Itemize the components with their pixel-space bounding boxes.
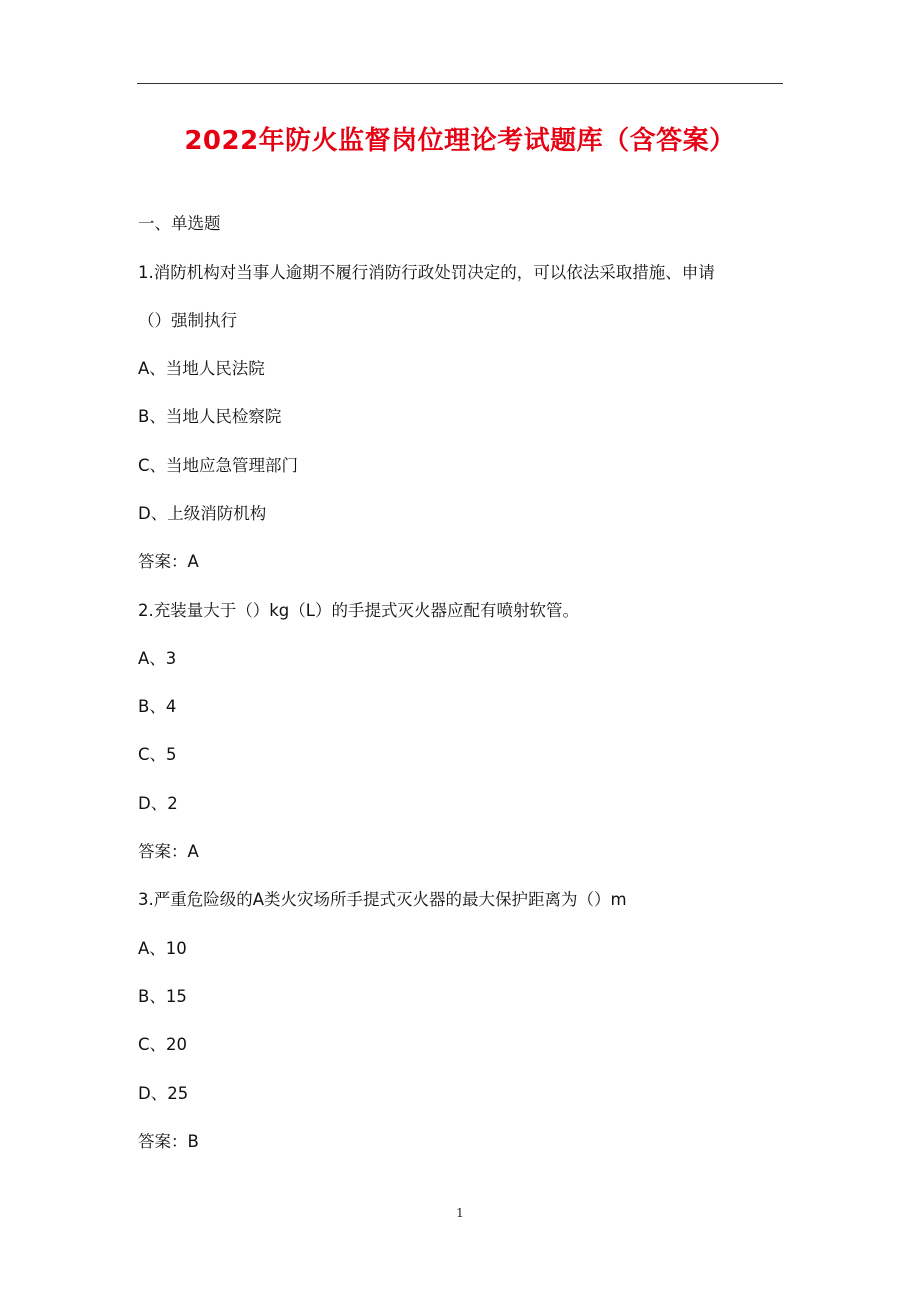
question-1-option-c: C、当地应急管理部门 xyxy=(138,455,299,475)
page-number: 1 xyxy=(456,1206,464,1220)
question-3-stem: 3.严重危险级的A类火灾场所手提式灭火器的最大保护距离为（）m xyxy=(138,890,627,910)
question-2 xyxy=(138,594,788,884)
question-3 xyxy=(138,883,788,1173)
question-2-stem: 2.充装量大于（）kg（L）的手提式灭火器应配有喷射软管。 xyxy=(138,600,579,620)
question-1 xyxy=(138,256,788,594)
question-3-answer: 答案：B xyxy=(138,1131,199,1151)
question-3-option-a: A、10 xyxy=(138,938,187,958)
question-1-option-a: A、当地人民法院 xyxy=(138,359,265,379)
question-2-option-d: D、2 xyxy=(138,793,178,813)
document-content xyxy=(138,207,788,1173)
question-1-answer: 答案：A xyxy=(138,552,199,572)
question-3-option-d: D、25 xyxy=(138,1083,189,1103)
question-2-option-c: C、5 xyxy=(138,745,177,765)
header-rule xyxy=(137,83,783,84)
question-1-stem-line-1: 1.消防机构对当事人逾期不履行消防行政处罚决定的，可以依法采取措施、申请 xyxy=(138,262,715,282)
question-2-option-a: A、3 xyxy=(138,648,177,668)
question-1-option-d: D、上级消防机构 xyxy=(138,503,267,523)
question-2-answer: 答案：A xyxy=(138,842,199,862)
document-title: 2022年防火监督岗位理论考试题库（含答案） xyxy=(184,126,736,156)
question-1-option-b: B、当地人民检察院 xyxy=(138,407,282,427)
question-2-option-b: B、4 xyxy=(138,697,177,717)
question-3-option-b: B、15 xyxy=(138,986,187,1006)
question-1-stem-line-2: （）强制执行 xyxy=(138,310,237,330)
section-heading: 一、单选题 xyxy=(138,214,221,233)
question-3-option-c: C、20 xyxy=(138,1035,188,1055)
